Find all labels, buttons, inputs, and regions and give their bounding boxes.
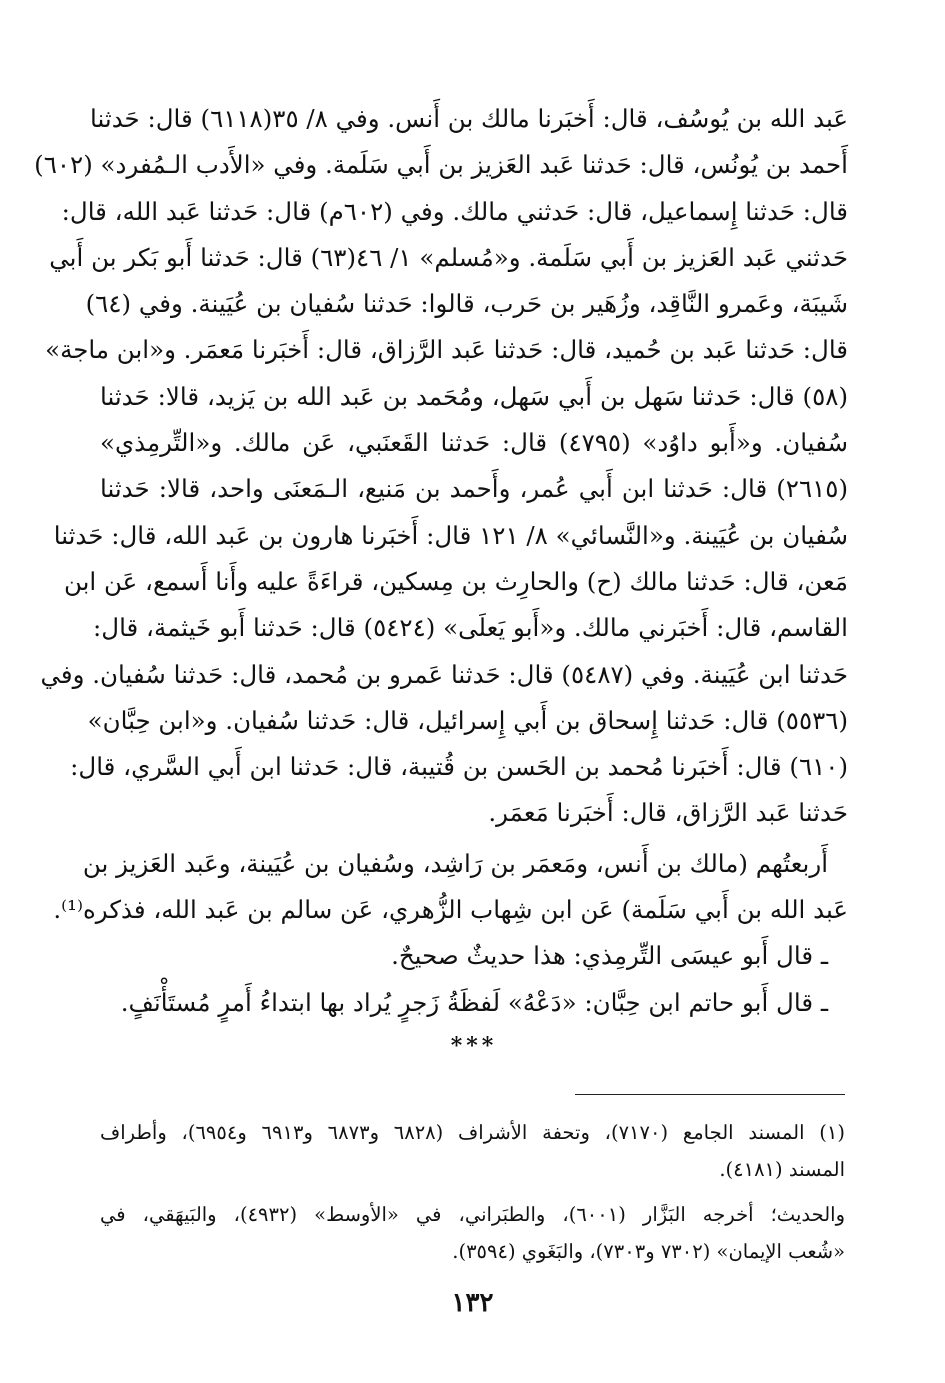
text-line: سُفيان. و«أَبو داوُد» (٤٧٩٥) قال: حَدثنا القَعنَبي، عَن مالك. و«التِّرمِذي» xyxy=(100,428,848,458)
text-line: عَبد الله بن يُوسُف، قال: أَخبَرنا مالك بن أَنس. وفي ٨/ ٣٥(٦١١٨) قال: حَدثنا xyxy=(90,104,848,133)
text-line: مَعن، قال: حَدثنا مالك (ح) والحارِث بن مِسكين، قراءَةً عليه وأَنا أَسمع، عَن ابن xyxy=(63,566,848,596)
comment-line: ـ قال أَبو عيسَى التِّرمِذي: هذا حديثٌ صحيحٌ. xyxy=(391,941,828,971)
footnote-gap xyxy=(100,1188,845,1196)
comment-line: ـ قال أَبو حاتم ابن حِبَّان: «دَعْهُ» لَفظَةُ زَجرٍ يُراد بها ابتداءُ أَمرٍ مُستَأْنَفٍ. xyxy=(120,987,828,1017)
narrators-line: أَربعتُهم (مالك بن أَنس، ومَعمَر بن رَاشِد، وسُفيان بن عُيَينة، وعَبد العَزيز بن xyxy=(82,848,828,878)
footnotes-block xyxy=(100,1114,845,1270)
footnote-separator-line xyxy=(575,1094,845,1095)
text-line: سُفيان بن عُيَينة. و«النَّسائي» ٨/ ١٢١ قال: أَخبَرنا هارون بن عَبد الله، قال: حَدثنا xyxy=(53,520,848,550)
text-line: القاسم، قال: أَخبَرني مالك. و«أَبو يَعلَى» (٥٤٢٤) قال: حَدثنا أَبو خَيثمة، قال: xyxy=(93,613,848,643)
footnote-line: المسند (٤١٨١). xyxy=(719,1158,845,1181)
text-line: قال: حَدثنا إِسماعيل، قال: حَدثني مالك. وفي (٦٠٢م) قال: حَدثنا عَبد الله، قال: xyxy=(61,196,848,226)
footnote-line: (١) المسند الجامع (٧١٧٠)، وتحفة الأشراف (٦٨٢٨ و٦٨٧٣ و٦٩١٣ و٦٩٥٤)، وأطراف xyxy=(100,1121,845,1144)
text-line: (٢٦١٥) قال: حَدثنا ابن أَبي عُمر، وأَحمد بن مَنيع، الـمَعنَى واحد، قالا: حَدثنا xyxy=(100,474,848,504)
text-line: (٦١٠) قال: أَخبَرنا مُحمد بن الحَسن بن قُتيبة، قال: حَدثنا ابن أَبي السَّري، قال: xyxy=(70,752,848,782)
text-line: (٥٥٣٦) قال: حَدثنا إِسحاق بن أَبي إِسرائيل، قال: حَدثنا سُفيان. و«ابن حِبَّان» xyxy=(87,705,848,735)
text-line: شَيبَة، وعَمرو النَّاقِد، وزُهَير بن حَرب، قالوا: حَدثنا سُفيان بن عُيَينة. وفي (٦٤) xyxy=(85,289,848,319)
footnote-line: والحديث؛ أخرجه البَزَّار (٦٠٠١)، والطبَراني، في «الأوسط» (٤٩٣٢)، والبَيهَقي، في xyxy=(100,1203,845,1226)
text-line: حَدثنا عَبد الرَّزاق، قال: أَخبَرنا مَعمَر. xyxy=(488,798,848,828)
text-line: حَدثني عَبد العَزيز بن أَبي سَلَمة. و«مُسلم» ١/ ٤٦(٦٣) قال: حَدثنا أَبو بَكر بن أَبي xyxy=(49,242,848,272)
main-text-block xyxy=(34,96,848,1066)
text-line: (٥٨) قال: حَدثنا سَهل بن أَبي سَهل، ومُحَمد بن عَبد الله بن يَزيد، قالا: حَدثنا xyxy=(100,381,848,411)
footnote-line: «شُعب الإيمان» (٧٣٠٢ و٧٣٠٣)، والبَغَوي (٣٥٩٤). xyxy=(452,1240,845,1263)
text-line: أَحمد بن يُونُس، قال: حَدثنا عَبد العَزيز بن أَبي سَلَمة. وفي «الأَدب الـمُفرد» (٦٠٢) xyxy=(34,150,848,180)
text-line: حَدثنا ابن عُيَينة. وفي (٥٤٨٧) قال: حَدثنا عَمرو بن مُحمد، قال: حَدثنا سُفيان. وفي xyxy=(40,659,848,689)
text-line: قال: حَدثنا عَبد بن حُميد، قال: حَدثنا عَبد الرَّزاق، قال: أَخبَرنا مَعمَر. و«ابن ماجة» xyxy=(45,335,848,365)
narrators-line: عَبد الله بن أَبي سَلَمة) عَن ابن شِهاب الزُّهري، عَن سالم بن عَبد الله، فذكره⁽¹⁾. xyxy=(53,895,848,925)
page-number: ١٣٢ xyxy=(451,1288,494,1318)
section-separator-stars: *** xyxy=(450,1032,498,1059)
